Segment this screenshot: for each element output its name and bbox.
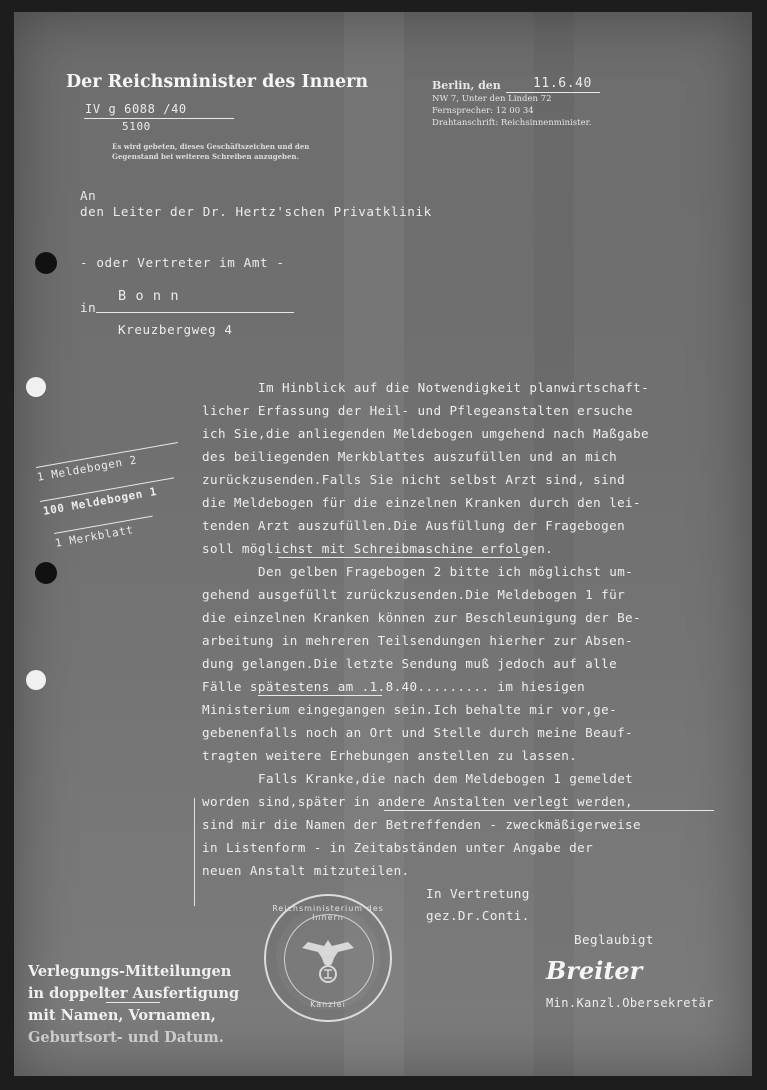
body-line: sind mir die Namen der Betreffenden - zweckmäßigerweise	[202, 817, 642, 832]
ministry-letterhead: Der Reichsminister des Innern	[66, 72, 369, 92]
transfer-note-line: in doppelter Ausfertigung	[28, 985, 240, 1002]
transfer-note-line: Verlegungs-Mitteilungen	[28, 963, 232, 980]
body-line: die Meldebogen für die einzelnen Kranken durch den lei-	[202, 495, 642, 510]
certified-label: Beglaubigt	[574, 932, 654, 947]
ministry-phone: Fernsprecher: 12 00 34	[432, 106, 534, 116]
body-line: tragten weitere Erhebungen anstellen zu lassen.	[202, 748, 578, 763]
reference-notice-1: Es wird gebeten, dieses Geschäftszeichen und den	[112, 142, 310, 151]
in-label: in	[80, 300, 97, 315]
body-line: gehend ausgefüllt zurückzusenden.Die Meldebogen 1 für	[202, 587, 626, 602]
transfer-note-line: Geburtsort- und Datum.	[28, 1029, 224, 1046]
body-line: licher Erfassung der Heil- und Pflegeanstalten ersuche	[202, 403, 634, 418]
body-line: Falls Kranke,die nach dem Meldebogen 1 gemeldet	[258, 771, 634, 786]
body-line: dung gelangen.Die letzte Sendung muß jedoch auf alle	[202, 656, 618, 671]
ministry-telegram: Drahtanschrift: Reichsinnenminister.	[432, 118, 592, 128]
body-line: in Listenform - in Zeitabständen unter Angabe der	[202, 840, 594, 855]
stamp-top-text: Reichsministerium des Innern	[272, 904, 384, 922]
recipient-street: Kreuzbergweg 4	[118, 322, 233, 337]
official-title: Min.Kanzl.Obersekretär	[546, 996, 714, 1010]
enclosure-item-2: 100 Meldebogen 1	[42, 484, 159, 518]
body-line: Den gelben Fragebogen 2 bitte ich möglichst um-	[258, 564, 634, 579]
addressee-deputy: - oder Vertreter im Amt -	[80, 255, 285, 270]
punch-hole-torn	[26, 670, 46, 690]
body-line: Ministerium eingegangen sein.Ich behalte mir vor,ge-	[202, 702, 618, 717]
punch-hole	[35, 252, 57, 274]
underline-typewriter	[278, 557, 522, 558]
stamp-bottom-text: Kanzlei	[310, 1000, 346, 1009]
city-label: Berlin, den	[432, 79, 501, 92]
underline-deadline	[258, 695, 382, 696]
file-reference-sub: 5100	[122, 120, 151, 133]
reference-notice-2: Gegenstand bei weiteren Schreiben anzugeben.	[112, 152, 299, 161]
body-line: die einzelnen Kranken können zur Beschleunigung der Be-	[202, 610, 642, 625]
body-line: tenden Arzt auszufüllen.Die Ausfüllung der Fragebogen	[202, 518, 626, 533]
body-line: worden sind,später in andere Anstalten verlegt werden,	[202, 794, 634, 809]
addressee-line: den Leiter der Dr. Hertz'schen Privatklinik	[80, 204, 432, 219]
body-line: ich Sie,die anliegenden Meldebogen umgehend nach Maßgabe	[202, 426, 649, 441]
closing-representation: In Vertretung	[426, 886, 530, 901]
punch-hole	[35, 562, 57, 584]
transfer-note-line: mit Namen, Vornamen,	[28, 1007, 216, 1024]
city-rule	[96, 312, 294, 313]
body-line: des beiliegenden Merkblattes auszufüllen und an mich	[202, 449, 618, 464]
punch-hole-torn	[26, 377, 46, 397]
closing-signed: gez.Dr.Conti.	[426, 908, 530, 923]
underline-transfer	[384, 810, 714, 811]
body-line: neuen Anstalt mitzuteilen.	[202, 863, 410, 878]
eagle-emblem-icon	[298, 934, 358, 984]
file-reference-rule	[84, 118, 234, 119]
body-line: gebenenfalls noch an Ort und Stelle durch meine Beauf-	[202, 725, 634, 740]
official-stamp	[264, 894, 392, 1022]
body-line: soll möglichst mit Schreibmaschine erfolgen.	[202, 541, 554, 556]
letter-date: 11.6.40	[533, 76, 592, 91]
body-line: Im Hinblick auf die Notwendigkeit planwirtschaft-	[258, 380, 650, 395]
body-line: arbeitung in mehreren Teilsendungen hierher zur Absen-	[202, 633, 634, 648]
enclosure-item-1: 1 Meldebogen 2	[36, 453, 138, 484]
ministry-address: NW 7, Unter den Linden 72	[432, 94, 552, 104]
note-underline	[106, 1002, 160, 1003]
document-sheet	[14, 12, 752, 1076]
date-rule	[506, 92, 600, 93]
body-line: zurückzusenden.Falls Sie nicht selbst Arzt sind, sind	[202, 472, 626, 487]
file-reference: IV g 6088 /40	[85, 102, 187, 116]
handwritten-signature: Breiter	[546, 956, 643, 985]
margin-mark	[194, 798, 195, 906]
addressee-label: An	[80, 188, 97, 203]
recipient-city: B o n n	[118, 288, 180, 304]
body-line: Fälle spätestens am .1.8.40......... im hiesigen	[202, 679, 586, 694]
enclosure-item-3: 1 Merkblatt	[54, 523, 135, 550]
